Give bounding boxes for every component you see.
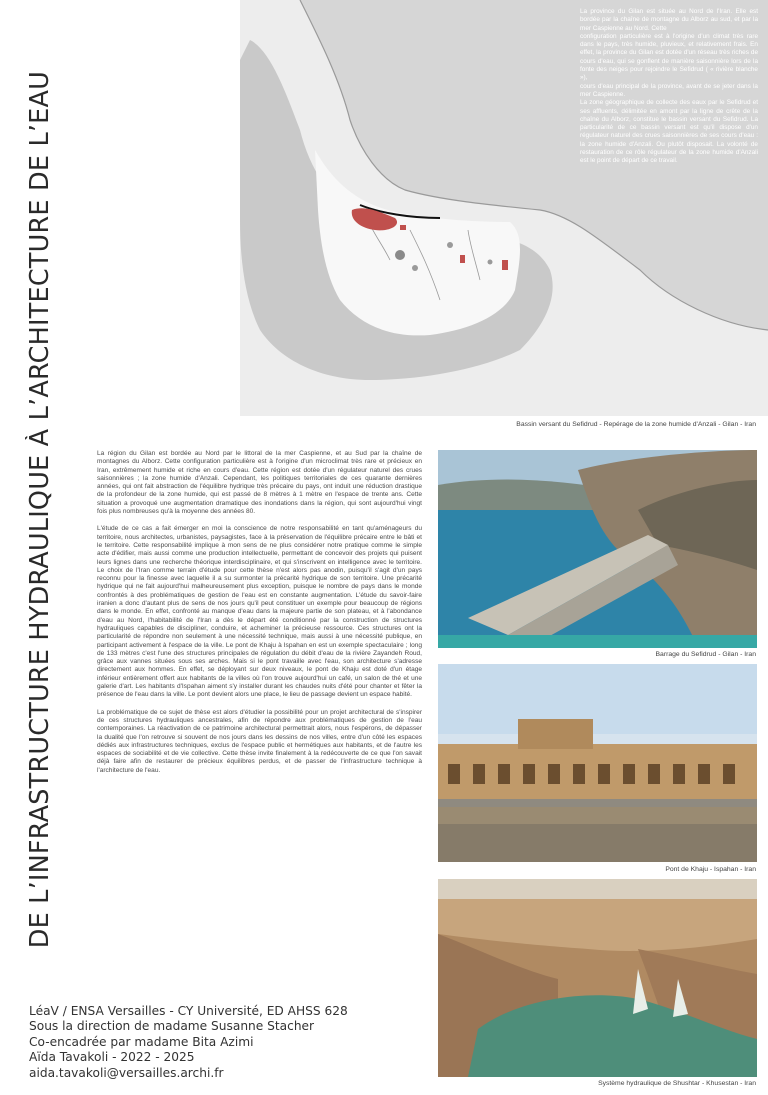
map-description-p1: La province du Gilan est située au Nord de l'Iran. Elle est bordée par la chaîne de montagne du Alborz au sud, et par la mer Caspienne au Nord. Cette [580, 8, 758, 32]
watershed-map [240, 0, 768, 416]
credits-email[interactable]: aida.tavakoli@versailles.archi.fr [29, 1065, 224, 1080]
body-paragraph-1: La région du Gilan est bordée au Nord par le littoral de la mer Caspienne, et au Sud par la chaîne de montagnes du Alborz. Cette configuration particulière est à l'origine d'un microclimat très rare et précieux en Iran, extrêmement humide et riche en cours d'eau. Cette région est dotée d'un régulateur naturel des crues saisonnières ; la zone humide d'Anzali. Cependant, les politiques territoriales de ces quarante dernières années, qui ont fait abstraction de l'équilibre hydrique très précaire du pays, ont induit une réduction drastique de la profondeur de la zone humide, qui est passé de 8 mètres à 1 mètre en l'espace de trente ans. Cette situation a provoqué une augmentation dramatique des inondations dans la région, qui sont aujourd'hui vingt fois plus nombreuses qu'à la moyenne des années 80. [97, 450, 422, 516]
body-text [97, 450, 422, 784]
poster-title-text: DE L’INFRASTRUCTURE HYDRAULIQUE À L’ARCHITECTURE DE L’EAU [25, 71, 55, 949]
photo-shushtar [438, 879, 757, 1077]
credits-director: Sous la direction de madame Susanne Stacher [29, 1019, 315, 1034]
credits-author: Aïda Tavakoli - 2022 - 2025 [29, 1050, 195, 1065]
body-paragraph-2: L'étude de ce cas a fait émerger en moi la conscience de notre responsabilité en tant qu'aménageurs du territoire, nous architectes, urbanistes, paysagistes, face à la préservation de l'équilibre précaire entre le bâti et le territoire. Cette responsabilité implique à mon sens de ne plus considérer notre pratique comme le simple acte d'édifier, mais aussi comme une production intellectuelle, permettant de concevoir des projets qui puisent leurs lignes dans une recherche théorique interdisciplinaire, et qui s'inscrivent en intelligence avec le territoire. Le choix de l'Iran comme terrain d'étude pour cette thèse n'est alors pas anodin, puisqu'il s'agit d'un pays reconnu pour la finesse avec laquelle il a su surmonter la précarité hydrique de son territoire. Une précarité hydrique qui ne fait aujourd'hui malheureusement plus exception, puisque le nombre de pays dans le monde confrontés à des problématiques de gestion de l'eau est en constante augmentation. L'étude du savoir-faire iranien a donc d'autant plus de sens de nos jours qu'il peut constituer un exemple pour beaucoup de régions dans le monde. En effet, confronté au manque d'eau dans la majeure partie de son plateau, et à l'abondance d'eau au Nord, l'habitabilité de l'Iran a dès le départ été conditionné par la construction de structures hydrauliques capables de discipliner, conduire, et acheminer la précieuse ressource. Ces structures ont la particularité de répondre non seulement à une nécessité technique, mais aussi à une nécessité publique, en participant activement à l'espace de la ville. Le pont de Khaju à Ispahan en est un exemple spectaculaire ; long de 133 mètres c'est l'une des structures principales de régulation du débit d'eau de la rivière Zayandeh Roud, grâce aux vannes situées sous ses arches. Mais si le pont travaille avec l'eau, son architecture s'adresse directement aux hommes. En effet, se déployant sur deux niveaux, le pont de Khaju est doté d'un étage inférieur entièrement offert aux habitants de la villes où l'on trouve aujourd'hui un café, un salon de thé et une galerie d'art. Les habitants d'Ispahan aiment s'y installer durant les chaudes nuits d'été pour chanter et fêter la présence de l'eau dans la ville. Le pont devient alors une place, le lieu de passage devient un espace habité. [97, 525, 422, 699]
body-paragraph-3: La problématique de ce sujet de thèse est alors d'étudier la possibilité pour un projet architectural de s'inspirer de ces structures hydrauliques ancestrales, afin de répondre aux problématiques de gestion de l'eau contemporaines. La réactivation de ce patrimoine architectural permettrait alors, nous l'espérons, de dépasser la dualité que l'on retrouve si souvent de nos jours dans les dessins de nos villes, entre d'un côté les espaces dédiés aux infrastructures techniques, exclus de l'espace public et hermétiques aux habitants, et de l'autre les espaces de sociabilité et de vie collective. Cette thèse invite finalement à la redécouverte de ce que l'on savait déjà faire afin de restaurer de précieux équilibres perdus, et de passer de l'infrastructure technique à l'architecture de l'eau. [97, 708, 422, 774]
map-caption: Bassin versant du Sefidrud - Repérage de la zone humide d'Anzali - Gilan - Iran [516, 421, 756, 428]
photo-dam-caption: Barrage du Sefidrud - Gilan - Iran [655, 651, 756, 658]
map-description-p3: cours d'eau principal de la province, avant de se jeter dans la mer Caspienne. [580, 82, 758, 98]
credits-co-director: Co-encadrée par madame Bita Azimi [29, 1034, 254, 1049]
map-description-p4: La zone géographique de collecte des eaux par le Sefidrud et ses affluents, délimitée en amont par la ligne de crête de la chaîne du Alborz, constitue le bassin versant du Sefidrud. La particularité de ce bassin versant est qu'il dispose d'un régulateur naturel des crues saisonnières de ses cours d'eau : la zone humide d'Anzali. Ou plutôt disposait. La volonté de restauration de ce rôle régulateur de la zone humide d'Anzali est le point de départ de ce travail. [580, 99, 758, 165]
map-description [580, 8, 758, 166]
photo-shushtar-caption: Système hydraulique de Shushtar - Khusestan - Iran [598, 1080, 756, 1087]
credits-institution: LéaV / ENSA Versailles - CY Université, ED AHSS 628 [29, 1004, 348, 1018]
poster-title [14, 40, 66, 980]
photo-bridge [438, 664, 757, 862]
credits [29, 1004, 429, 1081]
photo-dam [438, 450, 757, 648]
photo-bridge-caption: Pont de Khaju - Ispahan - Iran [665, 866, 756, 873]
map-description-p2: configuration particulière est à l'origine d'un climat très rare dans le pays, très humide, pluvieux, et relativement frais. En effet, la province du Gilan est dotée d'un réseau très riches de cours d'eau, qui se gonflent de manière saisonnière lors de la fonte des neiges pour rejoindre le Sefidrud ( « rivière blanche »), [580, 32, 758, 82]
